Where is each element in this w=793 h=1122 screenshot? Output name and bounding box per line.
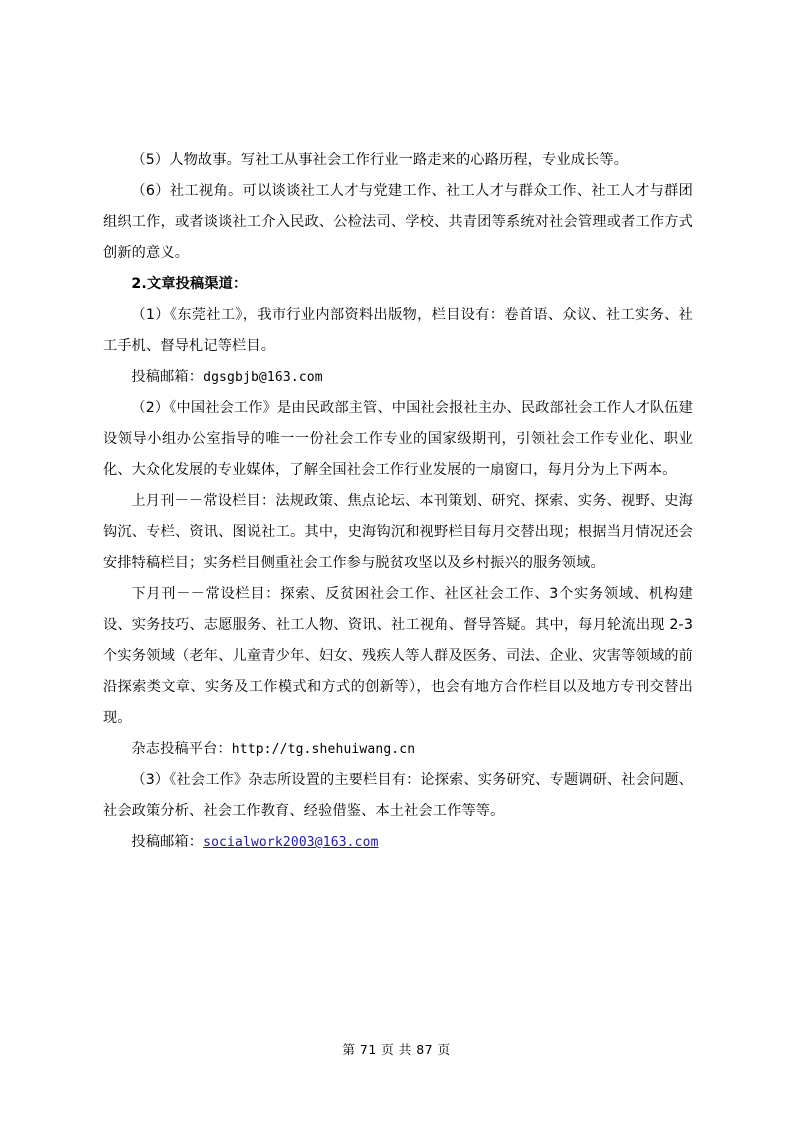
page-footer: 第 71 页 共 87 页 — [342, 1042, 451, 1057]
paragraph-social-work-magazine: （3）《社会工作》杂志所设置的主要栏目有：论探索、实务研究、专题调研、社会问题、社会政策分析、社会工作教育、经验借鉴、本土社会工作等等。 — [103, 772, 693, 819]
platform-label: 杂志投稿平台： — [131, 741, 232, 757]
section-heading-submission-channels: 2.文章投稿渠道： — [131, 276, 248, 292]
paragraph-social-work-perspective: （6）社工视角。可以谈谈社工人才与党建工作、社工人才与群众工作、社工人才与群团组织工作，或者谈谈社工介入民政、公检法司、学校、共青团等系统对社会管理或者工作方式创新的意义。 — [103, 183, 693, 261]
paragraph-email-social-work — [103, 827, 693, 858]
paragraph-dongguan-social-work: （1）《东莞社工》，我市行业内部资料出版物，栏目设有：卷首语、众议、社工实务、社工手机、督导札记等栏目。 — [103, 307, 693, 354]
paragraph-submission-platform — [103, 734, 693, 765]
email-label: 投稿邮箱： — [131, 369, 204, 385]
email-address-dongguan: dgsgbjb@163.com — [203, 370, 323, 385]
document-body — [103, 145, 693, 858]
paragraph-email-dongguan — [103, 362, 693, 393]
platform-url: http://tg.shehuiwang.cn — [231, 742, 416, 757]
email-label: 投稿邮箱： — [131, 834, 204, 850]
paragraph-china-social-work: （2）《中国社会工作》是由民政部主管、中国社会报社主办、民政部社会工作人才队伍建设领导小组办公室指导的唯一一份社会工作专业的国家级期刊，引领社会工作专业化、职业化、大众化发展的专业媒体，了解全国社会工作行业发展的一扇窗口，每月分为上下两本。 — [103, 400, 693, 478]
email-link-social-work[interactable]: socialwork2003@163.com — [203, 835, 379, 850]
paragraph-first-half-month-issue: 上月刊－－常设栏目：法规政策、焦点论坛、本刊策划、研究、探索、实务、视野、史海钩沉、专栏、资讯、图说社工。其中，史海钩沉和视野栏目每月交替出现；根据当月情况还会安排特稿栏目；实务栏目侧重社会工作参与脱贫攻坚以及乡村振兴的服务领域。 — [103, 493, 693, 571]
paragraph-character-stories: （5）人物故事。写社工从事社会工作行业一路走来的心路历程，专业成长等。 — [131, 152, 629, 168]
paragraph-second-half-month-issue: 下月刊－－常设栏目：探索、反贫困社会工作、社区社会工作、3个实务领域、机构建设、实务技巧、志愿服务、社工人物、资讯、社工视角、督导答疑。其中，每月轮流出现 2-3个实务领域（老年、儿童青少年、妇女、残疾人等人群及医务、司法、企业、灾害等领域的前沿探索类文章、实务及工作模式和方式的创新等），也会有地方合作栏目以及地方专刊交替出现。 — [103, 586, 693, 726]
